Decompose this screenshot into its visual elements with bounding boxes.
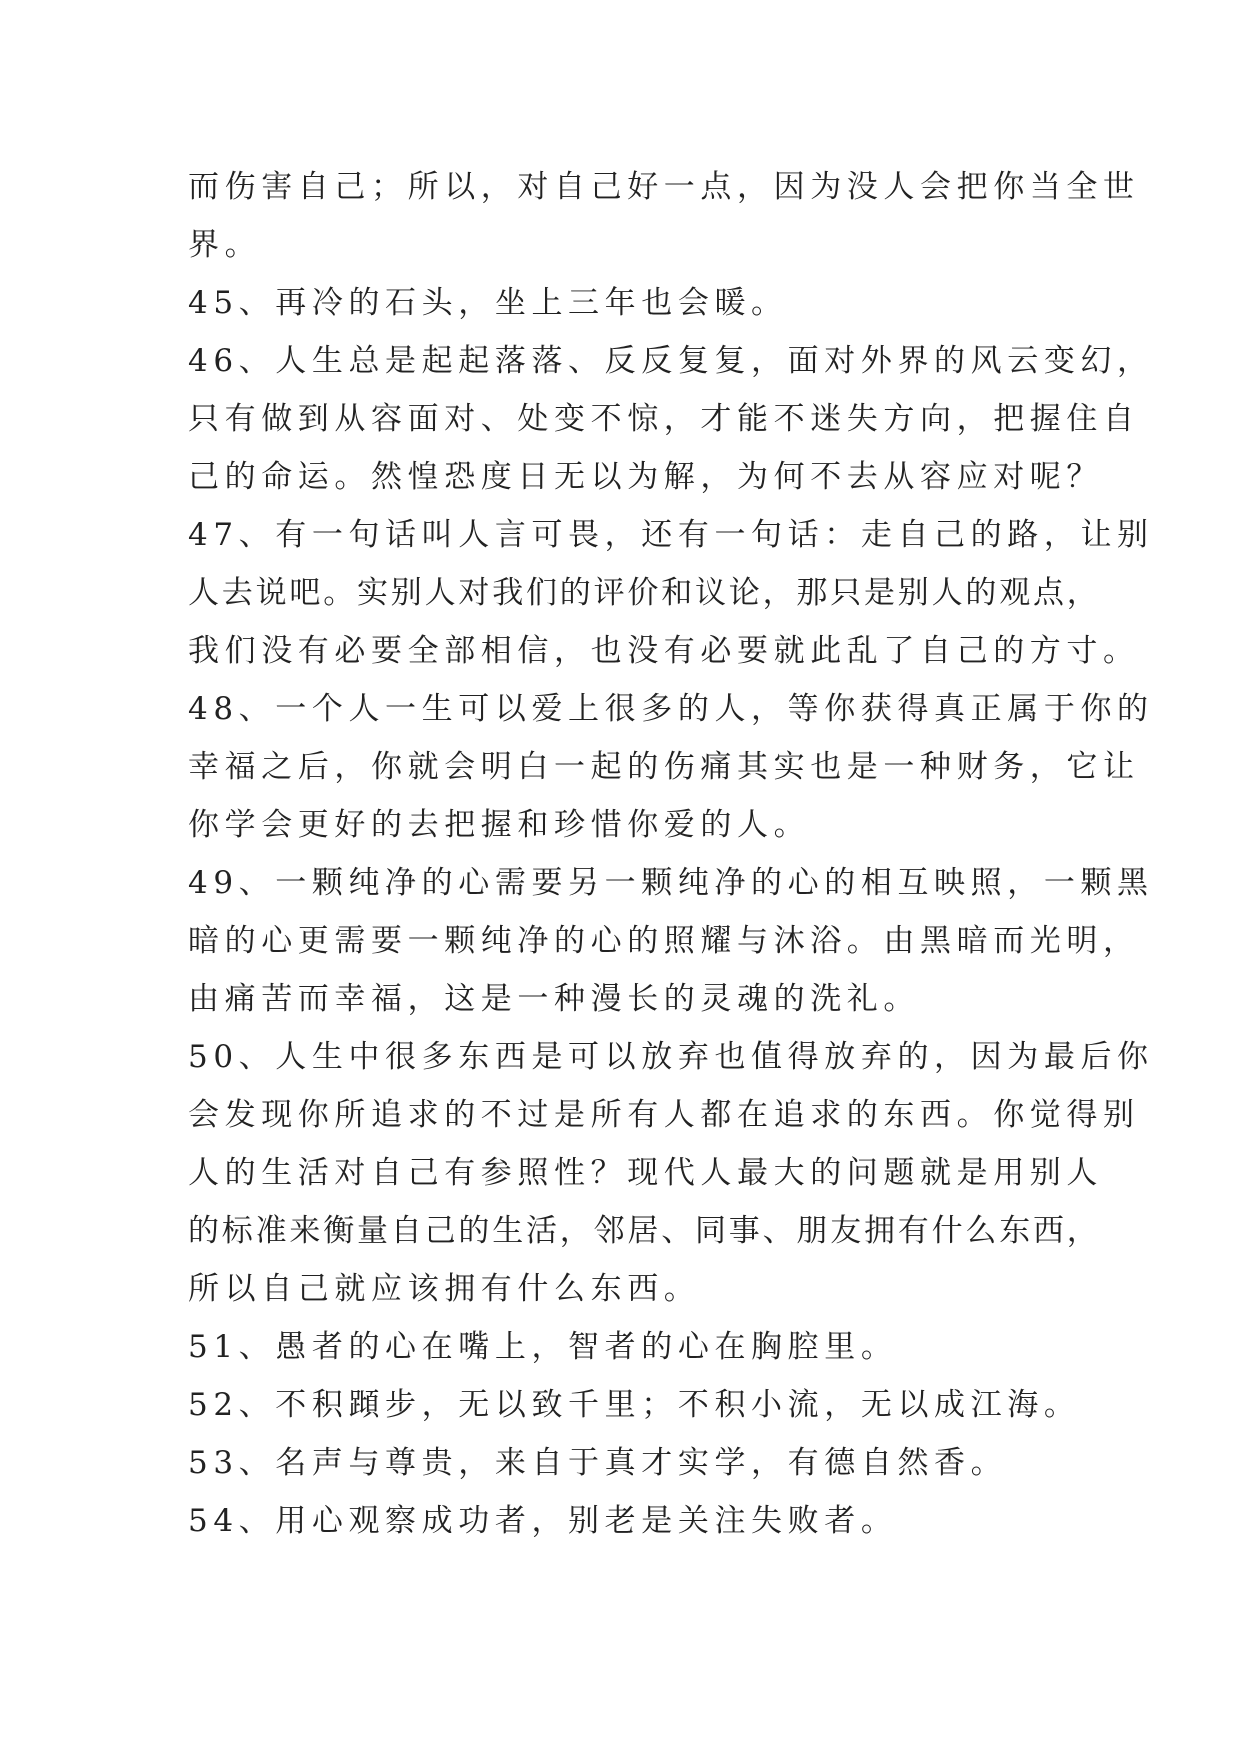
- text-line: 所以自己就应该拥有什么东西。: [188, 1271, 701, 1307]
- text-line: 53、名声与尊贵，来自于真才实学，有德自然香。: [188, 1445, 1008, 1481]
- text-line: 你学会更好的去把握和珍惜你爱的人。: [188, 807, 811, 843]
- text-line: 只有做到从容面对、处变不惊，才能不迷失方向，把握住自: [188, 401, 1140, 437]
- text-line: 48、一个人一生可以爱上很多的人，等你获得真正属于你的: [188, 691, 1154, 727]
- text-line: 50、人生中很多东西是可以放弃也值得放弃的，因为最后你: [188, 1039, 1154, 1075]
- text-line: 45、再冷的石头，坐上三年也会暖。: [188, 285, 788, 321]
- text-line: 暗的心更需要一颗纯净的心的照耀与沐浴。由黑暗而光明，: [188, 923, 1140, 959]
- text-line: 47、有一句话叫人言可畏，还有一句话：走自己的路，让别: [188, 517, 1154, 553]
- text-line: 己的命运。然惶恐度日无以为解，为何不去从容应对呢？: [188, 459, 1103, 495]
- text-line: 49、一颗纯净的心需要另一颗纯净的心的相互映照，一颗黑: [188, 865, 1154, 901]
- text-line: 会发现你所追求的不过是所有人都在追求的东西。你觉得别: [188, 1097, 1140, 1133]
- text-line: 54、用心观察成功者，别老是关注失败者。: [188, 1503, 898, 1539]
- text-line: 由痛苦而幸福，这是一种漫长的灵魂的洗礼。: [188, 981, 920, 1017]
- text-line: 52、不积蹞步，无以致千里；不积小流，无以成江海。: [188, 1387, 1081, 1423]
- text-line: 51、愚者的心在嘴上，智者的心在胸腔里。: [188, 1329, 898, 1365]
- text-line: 人的生活对自己有参照性？现代人最大的问题就是用别人: [188, 1155, 1103, 1191]
- text-line: 而伤害自己；所以，对自己好一点，因为没人会把你当全世: [188, 169, 1140, 205]
- text-line: 的标准来衡量自己的生活，邻居、同事、朋友拥有什么东西，: [188, 1213, 1101, 1249]
- text-line: 我们没有必要全部相信，也没有必要就此乱了自己的方寸。: [188, 633, 1140, 669]
- text-line: 人去说吧。实别人对我们的评价和议论，那只是别人的观点，: [188, 575, 1101, 611]
- text-line: 46、人生总是起起落落、反反复复，面对外界的风云变幻，: [188, 343, 1154, 379]
- text-line: 界。: [188, 227, 262, 263]
- text-line: 幸福之后，你就会明白一起的伤痛其实也是一种财务，它让: [188, 749, 1140, 785]
- document-body: [188, 158, 1154, 1550]
